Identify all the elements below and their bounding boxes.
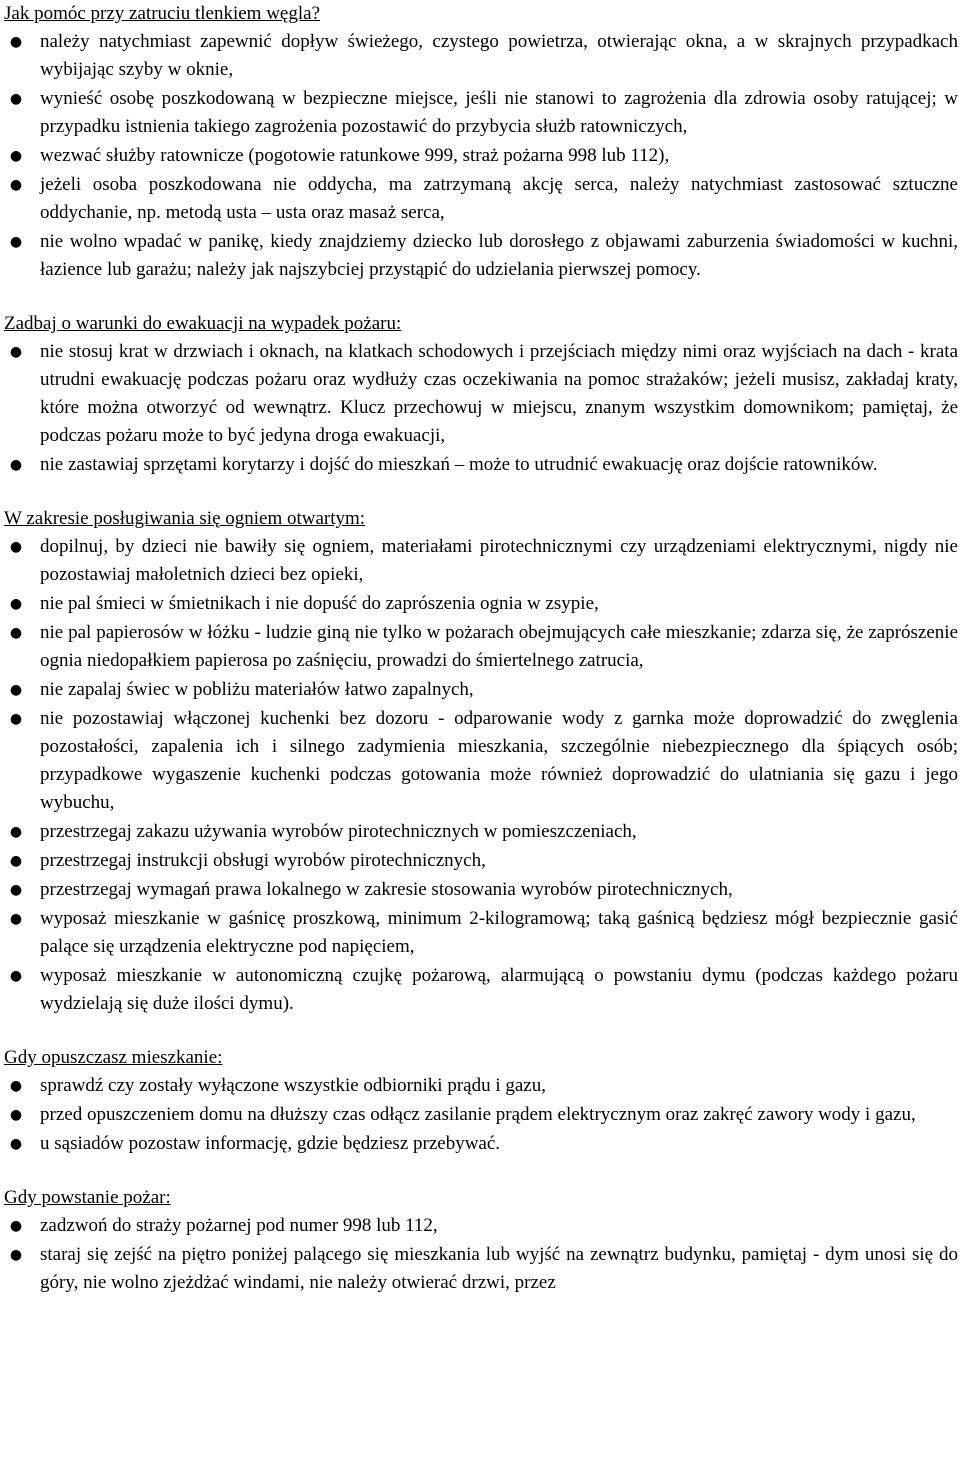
list-item-text: u sąsiadów pozostaw informację, gdzie będziesz przebywać. (40, 1133, 501, 1154)
list-item (4, 451, 958, 479)
section-gdy-powstanie-pozar (4, 1184, 958, 1297)
list-item-text: wezwać służby ratownicze (pogotowie ratunkowe 999, straż pożarna 998 lub 112), (40, 145, 670, 166)
bullet-icon: ● (9, 1218, 23, 1234)
list-item (4, 142, 958, 170)
list-item-text: nie zastawiaj sprzętami korytarzy i dojść do mieszkań – może to utrudnić ewakuację oraz dojście ratowników. (40, 454, 878, 475)
list-item (4, 905, 958, 961)
list-item (4, 1212, 958, 1240)
bullet-icon: ● (9, 234, 23, 250)
bullet-icon: ● (9, 177, 23, 193)
bullet-list (4, 28, 958, 284)
list-item (4, 705, 958, 817)
list-item (4, 1072, 958, 1100)
section-heading: Jak pomóc przy zatruciu tlenkiem węgla? (4, 3, 321, 24)
list-item-text: jeżeli osoba poszkodowana nie oddycha, ma zatrzymaną akcję serca, należy natychmiast zastosować sztuczne oddychanie, np. metodą usta – usta oraz masaż serca, (40, 174, 958, 223)
list-item-text: wyposaż mieszkanie w autonomiczną czujkę pożarową, alarmującą o powstaniu dymu (podczas każdego pożaru wydzielają się duże ilości dymu). (40, 965, 958, 1014)
list-item-text: wynieść osobę poszkodowaną w bezpieczne miejsce, jeśli nie stanowi to zagrożenia dla zdrowia osoby ratującej; w przypadku istnienia takiego zagrożenia pozostawić do przybycia służb ratowniczych, (40, 88, 958, 137)
bullet-icon: ● (9, 1107, 23, 1123)
section-heading: Gdy powstanie pożar: (4, 1187, 171, 1208)
bullet-icon: ● (9, 911, 23, 927)
bullet-icon: ● (9, 539, 23, 555)
list-item (4, 1101, 958, 1129)
bullet-icon: ● (9, 1136, 23, 1152)
bullet-icon: ● (9, 1078, 23, 1094)
bullet-icon: ● (9, 625, 23, 641)
list-item-text: przestrzegaj wymagań prawa lokalnego w zakresie stosowania wyrobów pirotechnicznych, (40, 879, 733, 900)
list-item (4, 228, 958, 284)
list-item-text: zadzwoń do straży pożarnej pod numer 998 lub 112, (40, 1215, 438, 1236)
section-heading: Zadbaj o warunki do ewakuacji na wypadek pożaru: (4, 313, 402, 334)
bullet-list (4, 1072, 958, 1158)
list-item (4, 28, 958, 84)
list-item (4, 85, 958, 141)
bullet-list (4, 1212, 958, 1297)
bullet-icon: ● (9, 711, 23, 727)
list-item-text: sprawdź czy zostały wyłączone wszystkie odbiorniki prądu i gazu, (40, 1075, 546, 1096)
bullet-icon: ● (9, 968, 23, 984)
list-item (4, 676, 958, 704)
bullet-icon: ● (9, 682, 23, 698)
list-item-text: przestrzegaj instrukcji obsługi wyrobów pirotechnicznych, (40, 850, 486, 871)
list-item-text: przed opuszczeniem domu na dłuższy czas odłącz zasilanie prądem elektrycznym oraz zakręć zawory wody i gazu, (40, 1104, 916, 1125)
section-heading: W zakresie posługiwania się ogniem otwartym: (4, 508, 366, 529)
list-item-text: dopilnuj, by dzieci nie bawiły się ogniem, materiałami pirotechnicznymi czy urządzeniami elektrycznymi, nigdy nie pozostawiaj małoletnich dzieci bez opieki, (40, 536, 958, 585)
list-item-text: nie pal papierosów w łóżku - ludzie giną nie tylko w pożarach obejmujących całe mieszkanie; zdarza się, że zaprószenie ognia niedopałkiem papierosa po zaśnięciu, prowadzi do śmiertelnego zatrucia, (40, 622, 958, 671)
bullet-list (4, 338, 958, 479)
section-gdy-opuszczasz-mieszkanie (4, 1044, 958, 1158)
list-item (4, 1241, 958, 1297)
list-item (4, 338, 958, 450)
bullet-icon: ● (9, 1247, 23, 1263)
list-item (4, 847, 958, 875)
section-jak-pomoc-przy (4, 0, 958, 284)
bullet-icon: ● (9, 457, 23, 473)
bullet-icon: ● (9, 91, 23, 107)
bullet-icon: ● (9, 596, 23, 612)
list-item-text: nie pozostawiaj włączonej kuchenki bez dozoru - odparowanie wody z garnka może doprowadzić do zwęglenia pozostałości, zapalenia ich i silnego zadymienia mieszkania, szczególnie niebezpiecznego dla śpiących osób; przypadkowe wygaszenie kuchenki podczas gotowania może również doprowadzić do ulatniania się gazu i jego wybuchu, (40, 708, 958, 813)
list-item (4, 1130, 958, 1158)
list-item (4, 619, 958, 675)
bullet-icon: ● (9, 882, 23, 898)
list-item-text: wyposaż mieszkanie w gaśnicę proszkową, minimum 2-kilogramową; taką gaśnicą będziesz mógł bezpiecznie gasić palące się urządzenia elektryczne pod napięciem, (40, 908, 958, 957)
bullet-list (4, 533, 958, 1018)
list-item-text: nie zapalaj świec w pobliżu materiałów łatwo zapalnych, (40, 679, 474, 700)
list-item (4, 876, 958, 904)
bullet-icon: ● (9, 824, 23, 840)
section-zadbaj-o-warunki (4, 310, 958, 479)
list-item (4, 171, 958, 227)
list-item (4, 590, 958, 618)
list-item (4, 533, 958, 589)
list-item-text: staraj się zejść na piętro poniżej palącego się mieszkania lub wyjść na zewnątrz budynku, pamiętaj - dym unosi się do góry, nie wolno zjeżdżać windami, nie należy otwierać drzwi, przez (40, 1244, 958, 1293)
list-item-text: należy natychmiast zapewnić dopływ świeżego, czystego powietrza, otwierając okna, a w skrajnych przypadkach wybijając szyby w oknie, (40, 31, 958, 80)
section-w-zakresie-poslugiwania (4, 505, 958, 1018)
list-item-text: nie stosuj krat w drzwiach i oknach, na klatkach schodowych i przejściach między nimi oraz wyjściach na dach - krata utrudni ewakuację podczas pożaru oraz wydłuży czas oczekiwania na pomoc strażaków; jeżeli musisz, zakładaj kraty, które można otworzyć od wewnątrz. Klucz przechowuj w miejscu, znanym wszystkim domownikom; pamiętaj, że podczas pożaru może to być jedyna droga ewakuacji, (40, 341, 958, 446)
bullet-icon: ● (9, 344, 23, 360)
bullet-icon: ● (9, 853, 23, 869)
bullet-icon: ● (9, 34, 23, 50)
list-item (4, 818, 958, 846)
list-item-text: nie pal śmieci w śmietnikach i nie dopuść do zaprószenia ognia w zsypie, (40, 593, 599, 614)
section-heading: Gdy opuszczasz mieszkanie: (4, 1047, 223, 1068)
list-item-text: przestrzegaj zakazu używania wyrobów pirotechnicznych w pomieszczeniach, (40, 821, 637, 842)
bullet-icon: ● (9, 148, 23, 164)
document-page (4, 0, 958, 1298)
list-item-text: nie wolno wpadać w panikę, kiedy znajdziemy dziecko lub dorosłego z objawami zaburzenia świadomości w kuchni, łazience lub garażu; należy jak najszybciej przystąpić do udzielania pierwszej pomocy. (40, 231, 958, 280)
list-item (4, 962, 958, 1018)
